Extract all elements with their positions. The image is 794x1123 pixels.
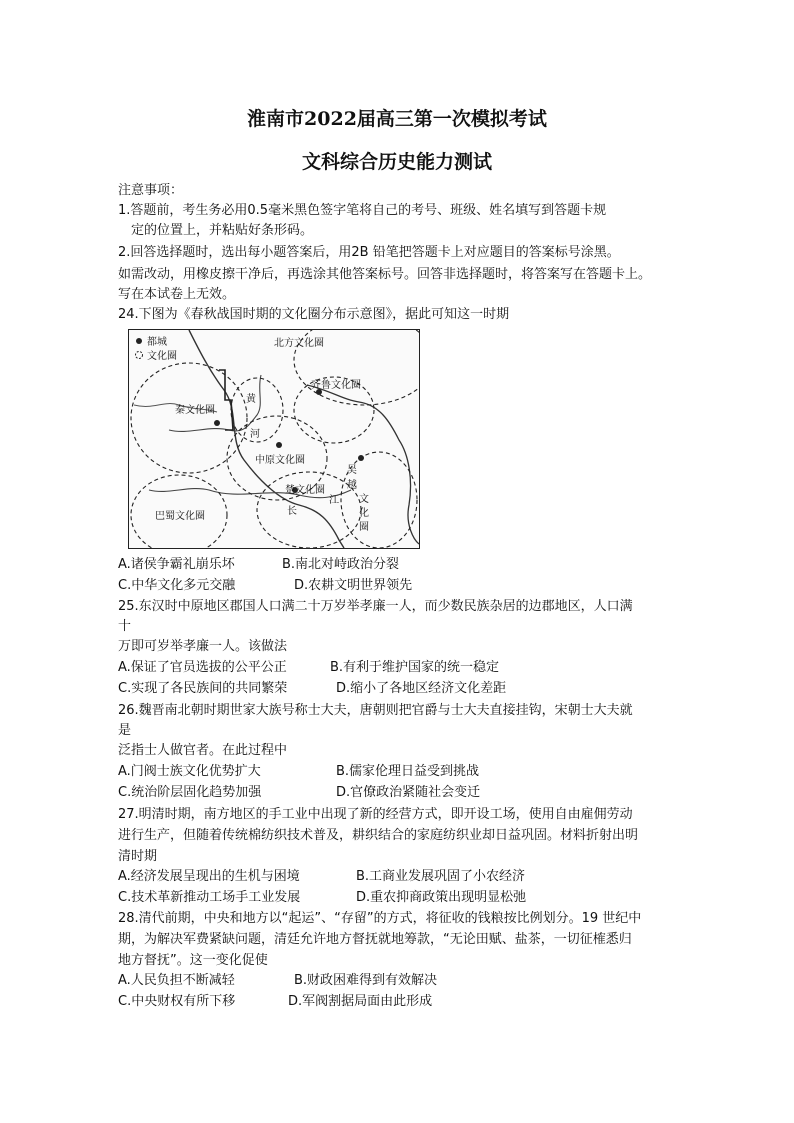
q26-stem-line-3: 泛指士人做官者。在此过程中 [118,743,288,758]
river-he-label-1: 黄 [246,394,256,405]
wuyue-label-4: 化 [359,508,369,519]
q24-option-c[interactable]: C.中华文化多元交融 [118,578,236,593]
q25-stem-line-3: 万即可岁举孝廉一人。该做法 [118,639,288,654]
q26-stem-line-1: 26.魏晋南北朝时期世家大族号称士大夫，唐朝则把官爵与士大夫直接挂钩，宋朝士大夫就 [118,703,633,718]
q25-option-b[interactable]: B.有利于维护国家的统一稳定 [330,660,500,675]
bashu-circle-label: 巴蜀文化圈 [155,511,205,522]
notice-line-5: 写在本试卷上无效。 [118,287,236,302]
chu-circle-label: 楚文化圈 [285,485,325,496]
q26-stem-line-2: 是 [118,723,132,738]
notice-line-1: 1.答题前，考生务必用0.5毫米黑色签字笔将自己的考号、班级、姓名填写到答题卡规 [118,203,607,218]
q28-stem-line-3: 地方督抚”。这一变化促使 [118,953,268,968]
notice-line-3: 2.回答选择题时，选出每小题答案后，用2B 铅笔把答题卡上对应题目的答案标号涂黑。 [118,245,620,260]
q24-stem: 24.下图为《春秋战国时期的文化圈分布示意图》，据此可知这一时期 [118,307,510,322]
notice-line-2: 定的位置上，并粘贴好条形码。 [131,223,314,238]
q28-stem-line-2: 期，为解决军费紧缺问题，清廷允许地方督抚就地筹款，“无论田赋、盐茶，一切征榷悉归 [118,932,632,947]
q27-stem-line-1: 27.明清时期，南方地区的手工业中出现了新的经营方式，即开设工场，使用自由雇佣劳动 [118,807,633,822]
q27-option-a[interactable]: A.经济发展呈现出的生机与困境 [118,869,300,884]
wuyue-label-3: 文 [359,494,369,505]
q24-option-d[interactable]: D.农耕文明世界领先 [294,578,413,593]
q25-stem-line-2: 十 [118,619,132,634]
q26-option-d[interactable]: D.官僚政治紧随社会变迁 [336,785,481,800]
q26-option-b[interactable]: B.儒家伦理日益受到挑战 [336,764,480,779]
q24-option-a[interactable]: A.诸侯争霸礼崩乐坏 [118,557,235,572]
q25-option-c[interactable]: C.实现了各民族间的共同繁荣 [118,681,288,696]
q27-stem-line-3: 清时期 [118,849,158,864]
page-subtitle: 文科综合历史能力测试 [301,151,492,173]
q28-option-d[interactable]: D.军阀割据局面由此形成 [288,994,433,1009]
wuyue-label-1: 吴 [347,465,357,476]
river-jiang-label-1: 江 [329,495,339,506]
legend-capital-label: 都城 [147,337,167,348]
page-title: 淮南市2022届高三第一次模拟考试 [247,108,547,130]
q28-option-c[interactable]: C.中央财权有所下移 [118,994,236,1009]
zhongyuan-circle-label: 中原文化圈 [255,455,305,466]
qilu-circle-label: 齐鲁文化圈 [311,380,361,391]
notice-heading: 注意事项： [118,183,184,198]
q26-option-c[interactable]: C.统治阶层固化趋势加强 [118,785,262,800]
q25-option-a[interactable]: A.保证了官员选拔的公平公正 [118,660,287,675]
culture-circle-map [128,329,420,549]
capital-legend-icon [136,338,142,344]
q28-option-a[interactable]: A.人民负担不断减轻 [118,973,235,988]
q26-option-a[interactable]: A.门阀士族文化优势扩大 [118,764,261,779]
q27-option-b[interactable]: B.工商业发展巩固了小农经济 [356,869,526,884]
q25-stem-line-1: 25.东汉时中原地区郡国人口满二十万岁举孝廉一人，而少数民族杂居的边郡地区，人口满 [118,599,633,614]
north-circle-label: 北方文化圈 [274,338,324,349]
q27-option-c[interactable]: C.技术革新推动工场手工业发展 [118,890,301,905]
notice-line-4: 如需改动，用橡皮擦干净后，再选涂其他答案标号。回答非选择题时，将答案写在答题卡上。 [118,267,652,282]
river-he-label-2: 河 [250,429,260,440]
wuyue-label-5: 圈 [359,522,369,533]
qin-circle-label: 秦文化圈 [175,405,215,416]
culture-circle-legend-icon [136,352,143,359]
wuyue-label-2: 越 [347,480,357,491]
q24-option-b[interactable]: B.南北对峙政治分裂 [282,557,400,572]
q28-option-b[interactable]: B.财政困难得到有效解决 [294,973,438,988]
q25-option-d[interactable]: D.缩小了各地区经济文化差距 [336,681,507,696]
q28-stem-line-1: 28.清代前期，中央和地方以“起运”、“存留”的方式，将征收的钱粮按比例划分。19 世纪中 [118,911,642,926]
q27-stem-line-2: 进行生产，但随着传统棉纺织技术普及，耕织结合的家庭纺织业却日益巩固。材料折射出明 [118,828,639,843]
q27-option-d[interactable]: D.重农抑商政策出现明显松弛 [356,890,527,905]
legend-culture-label: 文化圈 [147,351,177,362]
river-jiang-label-2: 长 [287,506,297,517]
